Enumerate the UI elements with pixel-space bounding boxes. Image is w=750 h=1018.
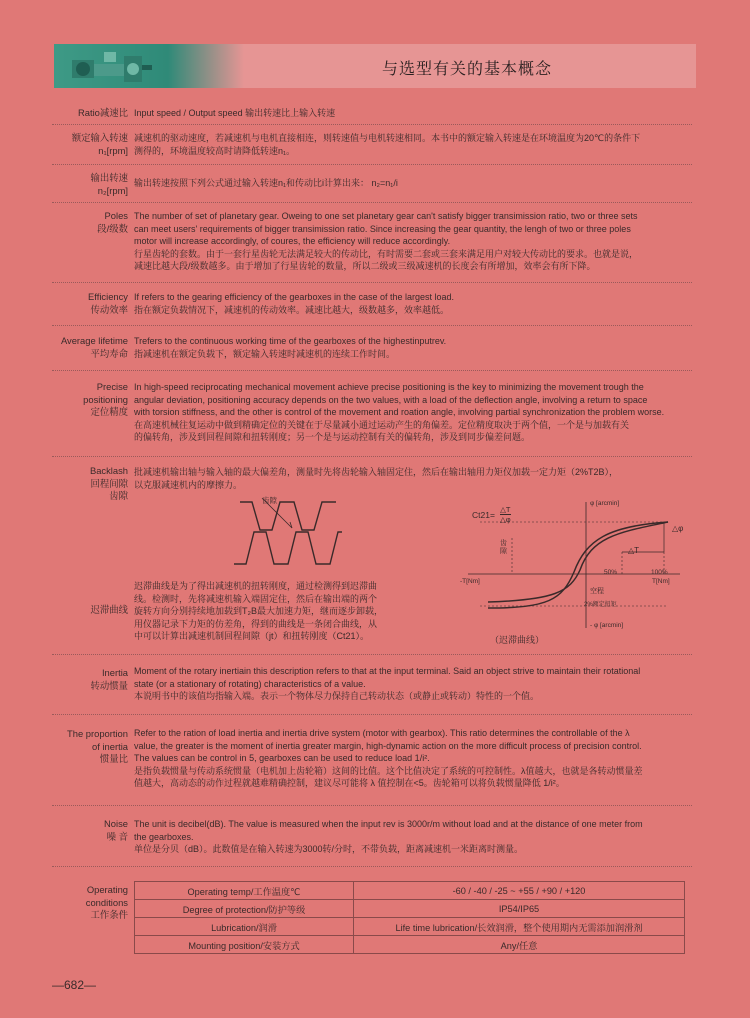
term-label-ratio: Ratio减速比 — [77, 107, 128, 118]
term-label-output-speed: 输出转速 n₂[rpm] — [90, 172, 128, 196]
term-body-poles: The number of set of planetary gear. Oweing to one set planetary gear can't satisfy bigger transimission ratio, two or three sets can meet users' requirements of bigger transimission ratio. Since increasing the gear quantity, the lengh of two or three poles motor will increase accordingly, of coures, the efficiency will reduce accordingly. 行星齿轮的套数。由于一套行星齿轮无法满足较大的传动比，有时需要二套或三套来满足用户对较大传动比的要求。也就是说， 减速比越大段/级数越多。由于增加了行星齿轮的数量，所以二级或三级减速机的长度会有所增加，效率会有所下降。 — [134, 211, 639, 271]
table-cell-value: IP54/IP65 — [354, 900, 685, 918]
table-row — [135, 882, 685, 900]
table-cell-value: Life time lubrication/长效润滑，整个使用期内无需添加润滑剂 — [354, 918, 685, 936]
page-number: —682— — [52, 978, 97, 992]
table-cell-key: Operating temp/工作温度℃ — [135, 882, 354, 900]
term-body-noise: The unit is decibel(dB). The value is measured when the input rev is 3000r/m without load and at the distance of one meter from the gearboxes. 单位是分贝（dB）。此数值是在输入转速为3000转/分时，不带负载，距离减速机一米距离时测量。 — [134, 819, 643, 854]
formula-fraction: △T △φ — [500, 505, 511, 524]
term-body-backlash: 批减速机输出轴与输入轴的最大偏差角，测量时先将齿轮输入轴固定住，然后在输出轴用力矩仪加载一定力矩（2%T2B）， 以克服减速机内的摩擦力。 — [134, 467, 619, 490]
x-axis-right-label: T[Nm] — [652, 578, 670, 585]
separator — [52, 805, 692, 806]
page-title: 与选型有关的基本概念 — [382, 61, 553, 78]
term-body-lifetime: Trefers to the continuous working time of the gearboxes of the highestinputrev. 指减速机在额定负载下，额定输入转速时减速机的连续工作时间。 — [134, 336, 447, 359]
table-row — [135, 936, 685, 954]
term-body-ratio: Input speed / Output speed 输出转速比上输入转速 — [134, 108, 336, 118]
gear-backlash-diagram — [232, 494, 344, 574]
operating-conditions-table — [134, 881, 685, 954]
term-label-lifetime: Average lifetime 平均寿命 — [60, 335, 128, 359]
formula: Ct21= — [472, 510, 495, 520]
separator — [52, 282, 692, 283]
pct-100-label: 100% — [651, 569, 668, 576]
separator — [52, 325, 692, 326]
table-cell-key: Mounting position/安装方式 — [135, 936, 354, 954]
y-axis-bottom-label: - φ [arcmin] — [590, 622, 624, 629]
term-label-noise: Noise 噪 音 — [104, 818, 128, 842]
hysteresis-caption: （迟滞曲线） — [490, 635, 545, 645]
separator — [52, 714, 692, 715]
table-cell-key: Degree of protection/防护等级 — [135, 900, 354, 918]
term-label-hysteresis: 迟滞曲线 — [90, 604, 128, 615]
term-label-backlash: Backlash 回程间隙 齿隙 — [89, 465, 128, 501]
term-body-hysteresis: 迟滞曲线是为了得出减速机的扭转刚度，通过检测得到迟滞曲 线。检测时，先将减速机输入端固定住，然后在输出端的两个 旋转方向分别持续地加载到T₂B最大加速力矩，继而逐步卸载， 用仪器记录下力矩的仿差角，得到的曲线是一条闭合曲线，从 中可以计算出减速机制回程间隙（jt）和扭转刚度（Ct21）。 — [134, 581, 383, 641]
x-axis-left-label: -T[Nm] — [460, 578, 480, 585]
table-cell-value: -60 / -40 / -25 ~ +55 / +90 / +120 — [354, 882, 685, 900]
term-label-proportion: The proportion of inertia 惯量比 — [67, 728, 128, 764]
term-body-output-speed: 输出转速按照下列公式通过输入转速n₁和传动比i计算出来： n₂=n₁/i — [134, 178, 398, 188]
jt-label: 齿隙 — [500, 540, 507, 555]
separator — [52, 456, 692, 457]
term-body-proportion: Refer to the ration of load inertia and inertia drive system (motor with gearbox). This ratio determines the controllable of the λ value, the greater is the moment of inertia greater margin, high-dynamic action on the more difficult process of precision control. The values can be control in 5, gearboxes can be used to reduce load 1/i². 是指负载惯量与传动系统惯量（电机加上齿轮箱）这间的比值。这个比值决定了系统的可控制性。λ值越大，也就是各转动惯量差 值越大，高动态的动作过程就越难精确控制，建议尽可能将 λ 值控制在<5。齿轮箱可以将负载惯量降低 1/i²。 — [134, 728, 643, 788]
term-body-input-speed: 减速机的驱动速度，若减速机与电机直接相连，则转速值与电机转速相同。本书中的额定输入转速是在环境温度为20℃的条件下 测得的，环境温度较高时请降低转速n₁。 — [134, 133, 641, 156]
empty-travel-label: 空程 — [590, 588, 604, 595]
table-cell-key: Lubrication/润滑 — [135, 918, 354, 936]
torque-label: 2%额定扭矩 — [584, 602, 617, 608]
delta-t-label: △T — [628, 546, 640, 555]
delta-phi-label: △φ — [672, 524, 684, 533]
separator — [52, 124, 692, 125]
term-body-precise: In high-speed reciprocating mechanical movement achieve precise positioning is the key to minimizing the movement trough the angular deviation, positioning accuracy depends on the two values, with a load of the deflection angle, involving a return to space with torsion stiffness, and the other is control of the movement and roation angle, involving partial synchronization the problem worse. 在高速机械往复运动中做到精确定位的关键在于尽量减小通过运动产生的角偏差。定位精度取决于两个值，一个是与加载有关 的偏转角，涉及到回程间隙和扭转刚度；另一个是与运动控制有关的偏转角，涉及到同步偏差问题。 — [134, 382, 665, 442]
term-label-precise: Precise positioning 定位精度 — [83, 381, 128, 417]
term-label-poles: Poles 段/级数 — [97, 210, 128, 234]
separator — [52, 202, 692, 203]
y-axis-top-label: φ [arcmin] — [590, 500, 620, 507]
gear-backlash-label: 齿隙 — [262, 496, 277, 505]
separator — [52, 370, 692, 371]
separator — [52, 654, 692, 655]
pct-50-label: 50% — [604, 569, 618, 576]
term-label-inertia: Inertia 转动惯量 — [90, 667, 128, 691]
separator — [52, 866, 692, 867]
gearbox-logo-icon — [64, 46, 154, 88]
separator — [52, 164, 692, 165]
term-label-input-speed: 额定输入转速 n₁[rpm] — [71, 132, 128, 156]
term-body-efficiency: If refers to the gearing efficiency of the gearboxes in the case of the largest load. 指在额定负载情况下，减速机的传动效率。减速比越大，级数越多，效率越低。 — [134, 292, 455, 315]
table-row — [135, 900, 685, 918]
term-body-inertia: Moment of the rotary inertiain this description refers to that at the input terminal. Said an object strive to maintain their rotational state (or a stationary of rotating) characteristics of a value. 本说明书中的该值均指输入端。表示一个物体尽力保持自己转动状态（或静止或转动）特性的一个值。 — [134, 666, 641, 701]
term-label-operating: Operating conditions 工作条件 — [85, 884, 128, 920]
table-row — [135, 918, 685, 936]
term-label-efficiency: Efficiency 传动效率 — [88, 291, 128, 315]
table-cell-value: Any/任意 — [354, 936, 685, 954]
